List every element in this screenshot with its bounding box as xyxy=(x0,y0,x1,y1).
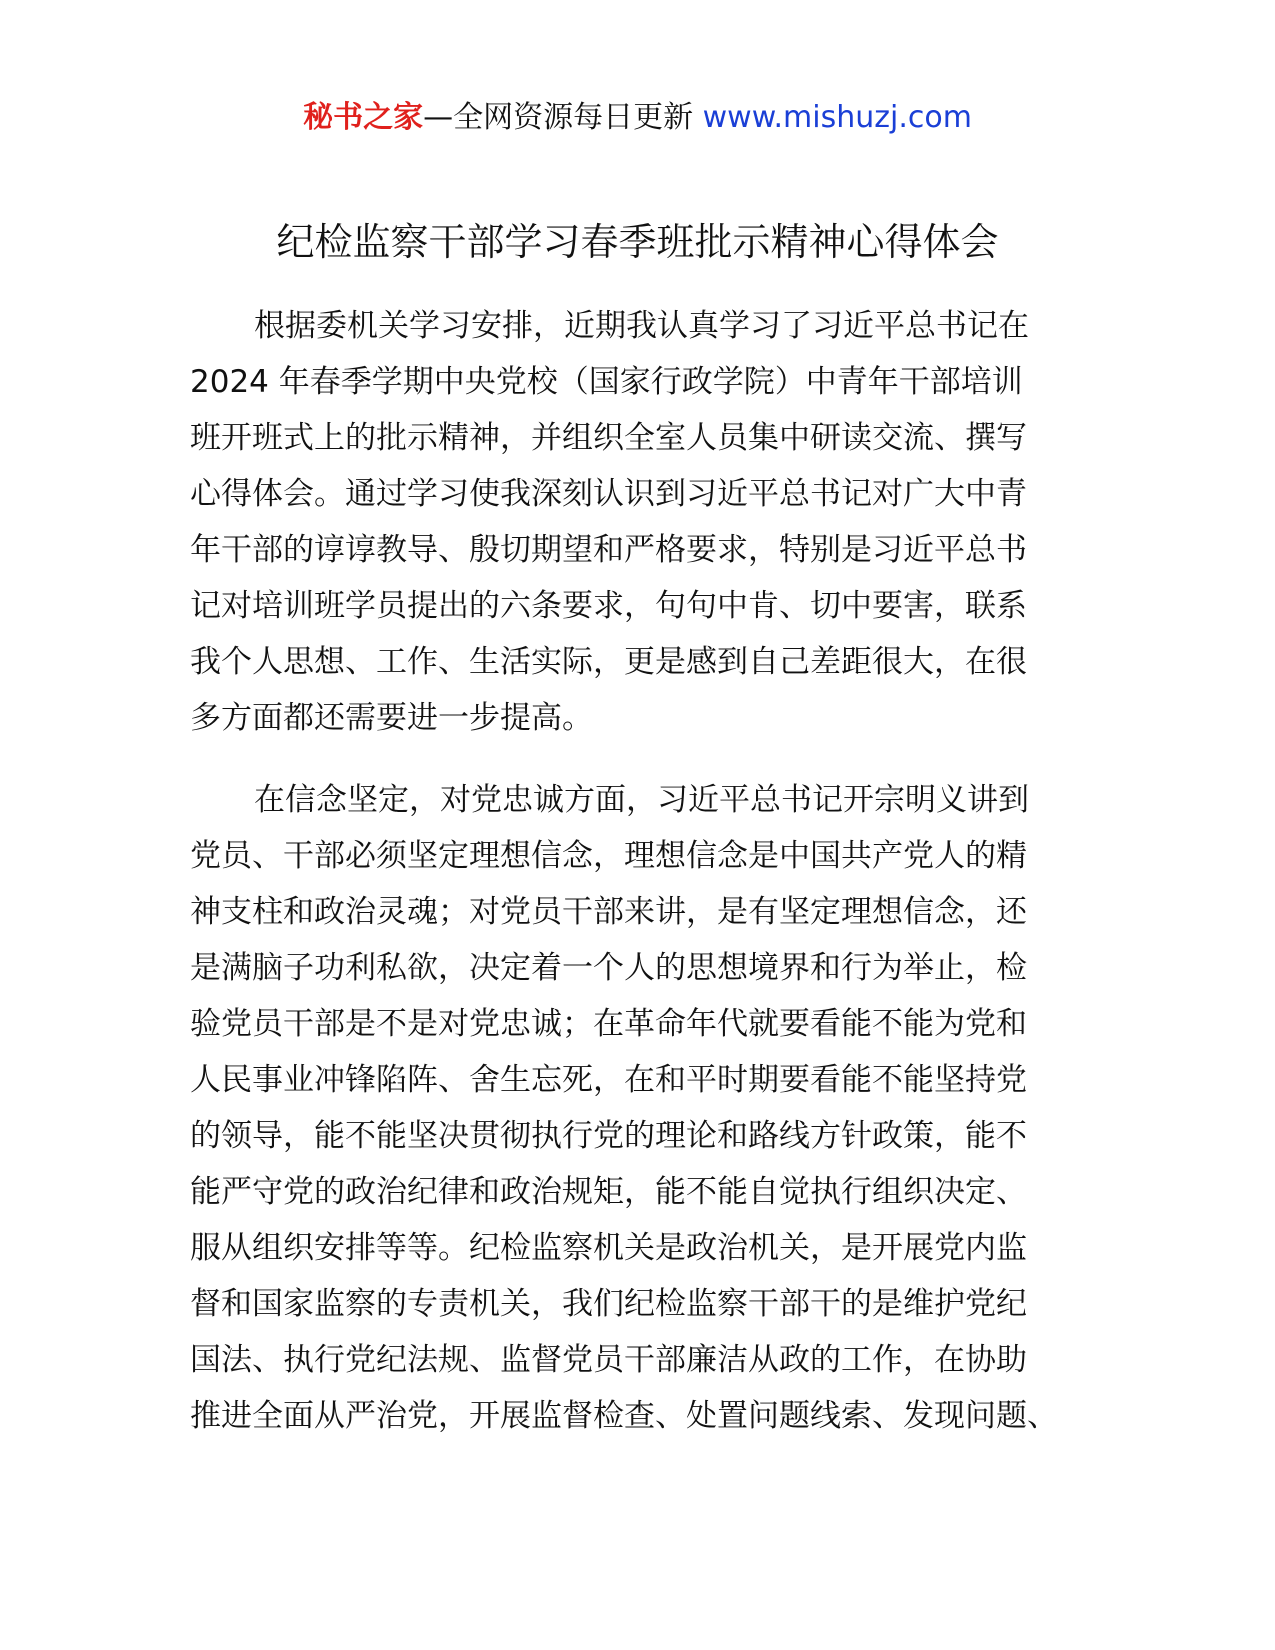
paragraph-line: 是满脑子功利私欲，决定着一个人的思想境界和行为举止，检 xyxy=(190,950,1027,986)
paragraph-line: 的领导，能不能坚决贯彻执行党的理论和路线方针政策，能不 xyxy=(190,1118,1027,1154)
paragraph-line: 督和国家监察的专责机关，我们纪检监察干部干的是维护党纪 xyxy=(190,1286,1027,1322)
paragraph-line: 心得体会。通过学习使我深刻认识到习近平总书记对广大中青 xyxy=(190,476,1027,512)
paragraph-line: 国法、执行党纪法规、监督党员干部廉洁从政的工作，在协助 xyxy=(190,1342,1027,1378)
paragraph-line: 根据委机关学习安排，近期我认真学习了习近平总书记在 xyxy=(254,308,1029,344)
paragraph-line: 验党员干部是不是对党忠诚；在革命年代就要看能不能为党和 xyxy=(190,1006,1027,1042)
banner-slogan: —全网资源每日更新 xyxy=(423,100,694,135)
brand-name: 秘书之家 xyxy=(303,100,424,135)
paragraph-1 xyxy=(190,298,1090,746)
paragraph-line: 神支柱和政治灵魂；对党员干部来讲，是有坚定理想信念，还 xyxy=(190,894,1027,930)
paragraph-line: 人民事业冲锋陷阵、舍生忘死，在和平时期要看能不能坚持党 xyxy=(190,1062,1027,1098)
document-title: 纪检监察干部学习春季班批示精神心得体会 xyxy=(276,220,999,264)
document-body xyxy=(190,298,1090,1444)
paragraph-2 xyxy=(190,772,1090,1444)
paragraph-line: 多方面都还需要进一步提高。 xyxy=(190,700,593,736)
paragraph-spacer xyxy=(190,746,1090,772)
paragraph-line: 班开班式上的批示精神，并组织全室人员集中研读交流、撰写 xyxy=(190,420,1027,456)
paragraph-line: 服从组织安排等等。纪检监察机关是政治机关，是开展党内监 xyxy=(190,1230,1027,1266)
paragraph-line: 年干部的谆谆教导、殷切期望和严格要求，特别是习近平总书 xyxy=(190,532,1027,568)
paragraph-line: 推进全面从严治党，开展监督检查、处置问题线索、发现问题、 xyxy=(190,1398,1058,1434)
paragraph-line: 在信念坚定，对党忠诚方面，习近平总书记开宗明义讲到 xyxy=(254,782,1029,818)
paragraph-line: 党员、干部必须坚定理想信念，理想信念是中国共产党人的精 xyxy=(190,838,1027,874)
paragraph-line: 2024 年春季学期中央党校（国家行政学院）中青年干部培训 xyxy=(190,364,1023,400)
paragraph-line: 我个人思想、工作、生活实际，更是感到自己差距很大，在很 xyxy=(190,644,1027,680)
site-banner xyxy=(0,98,1275,138)
paragraph-line: 能严守党的政治纪律和政治规矩，能不能自觉执行组织决定、 xyxy=(190,1174,1027,1210)
paragraph-line: 记对培训班学员提出的六条要求，句句中肯、切中要害，联系 xyxy=(190,588,1027,624)
site-url-link[interactable]: www.mishuzj.com xyxy=(702,100,972,135)
